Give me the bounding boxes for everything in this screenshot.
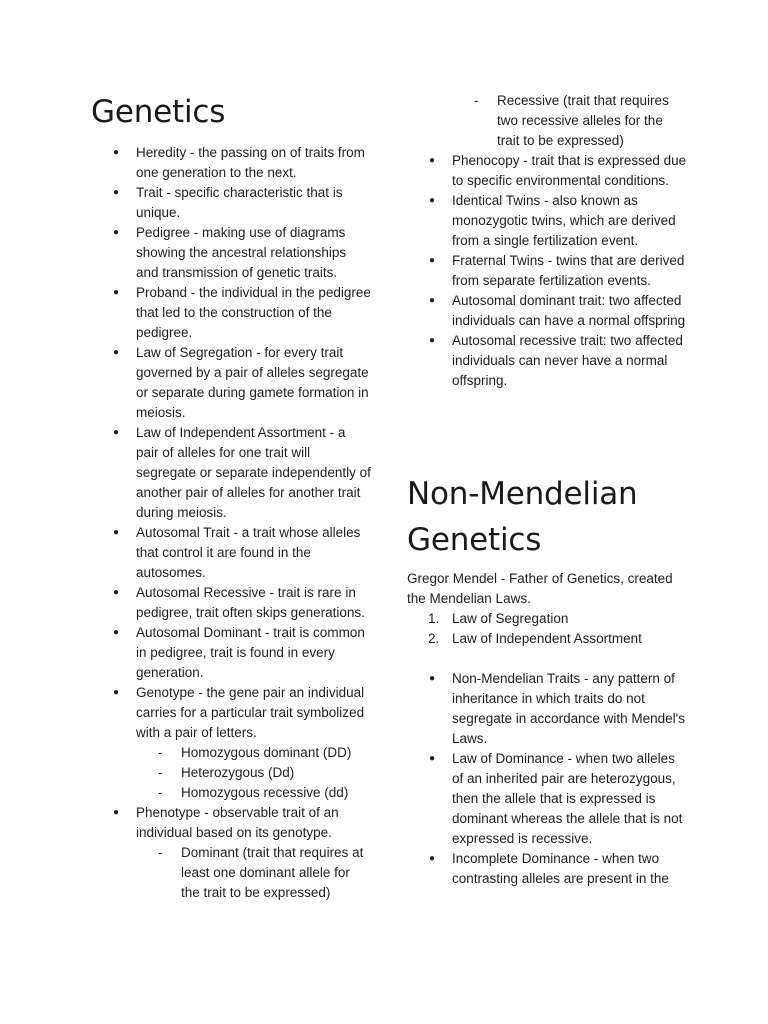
bullet-icon: ●	[113, 587, 120, 598]
list-item: ● Fraternal Twins - twins that are derived from separate fertilization events.	[429, 253, 685, 288]
bullet-icon: ●	[429, 255, 436, 266]
bullet-icon: ●	[429, 753, 436, 764]
bullet-icon: ●	[113, 187, 120, 198]
bullet-icon: ●	[113, 527, 120, 538]
genetics-definitions-list	[91, 143, 371, 903]
numbered-item: 2. Law of Independent Assortment	[428, 631, 642, 646]
section-title: Non-Mendelian Genetics	[407, 476, 638, 558]
list-item: ● Law of Independent Assortment - a pair of alleles for one trait will segregate or separate independently of another pair of alleles for another trait during meiosis.	[113, 425, 371, 520]
bullet-icon: ●	[429, 295, 436, 306]
bullet-icon: ●	[429, 853, 436, 864]
bullet-icon: ●	[429, 155, 436, 166]
genetics-definitions-list-continued	[407, 151, 687, 391]
list-item: ● Autosomal recessive trait: two affected individuals can never have a normal offspring.	[429, 333, 683, 388]
sub-list-item: - Recessive (trait that requires two recessive alleles for the trait to be expressed)	[474, 93, 669, 148]
bullet-icon: ●	[113, 687, 120, 698]
list-item: ● Phenotype - observable trait of an individual based on its genotype. - Dominant (trait that requires at least one dominant allele for the trait to be expressed)	[91, 803, 371, 903]
list-item: ● Incomplete Dominance - when two contrasting alleles are present in the	[429, 851, 669, 886]
list-item: ● Trait - specific characteristic that is unique.	[113, 185, 343, 220]
bullet-icon: ●	[429, 195, 436, 206]
phenotype-sublist-continued	[452, 91, 687, 151]
list-item: ● Law of Dominance - when two alleles of an inherited pair are heterozygous, then the allele that is expressed is dominant whereas the allele that is not expressed is recessive.	[429, 751, 683, 846]
dash-icon: -	[158, 845, 163, 860]
dash-icon: -	[158, 765, 163, 780]
bullet-icon: ●	[113, 147, 120, 158]
list-item: ● Identical Twins - also known as monozygotic twins, which are derived from a single fertilization event.	[429, 193, 676, 248]
numbered-item: 1. Law of Segregation	[428, 611, 569, 626]
list-item: ● Autosomal Trait - a trait whose alleles that control it are found in the autosomes.	[113, 525, 361, 580]
list-item: ● Law of Segregation - for every trait governed by a pair of alleles segregate or separate during gamete formation in meiosis.	[113, 345, 369, 420]
page-title: Genetics	[91, 94, 226, 130]
bullet-icon: ●	[429, 673, 436, 684]
list-item: ● Proband - the individual in the pedigree that led to the construction of the pedigree.	[113, 285, 371, 340]
sub-list-item: - Dominant (trait that requires at least one dominant allele for the trait to be expressed)	[158, 845, 364, 900]
sub-list-item: - Homozygous recessive (dd)	[136, 783, 371, 803]
bullet-icon: ●	[113, 427, 120, 438]
list-item: ● Phenocopy - trait that is expressed due to specific environmental conditions.	[429, 153, 687, 188]
genotype-sublist	[136, 743, 371, 803]
sub-list-item: - Homozygous dominant (DD)	[136, 743, 371, 763]
bullet-icon: ●	[113, 227, 120, 238]
list-item: ● Autosomal dominant trait: two affected individuals can have a normal offspring	[429, 293, 686, 328]
list-item: ● Pedigree - making use of diagrams showing the ancestral relationships and transmission of genetic traits.	[113, 225, 347, 280]
dash-icon: -	[158, 745, 163, 760]
list-item: ● Autosomal Dominant - trait is common in pedigree, trait is found in every generation.	[113, 625, 365, 680]
bullet-icon: ●	[113, 807, 120, 818]
sub-list-item: - Heterozygous (Dd)	[136, 763, 371, 783]
bullet-icon: ●	[113, 627, 120, 638]
list-item: ● Non-Mendelian Traits - any pattern of inheritance in which traits do not segregate in accordance with Mendel's Laws.	[429, 671, 685, 746]
list-item: ● Autosomal Recessive - trait is rare in pedigree, trait often skips generations.	[113, 585, 365, 620]
mendelian-laws-list	[407, 609, 687, 649]
bullet-icon: ●	[113, 287, 120, 298]
non-mendelian-list	[407, 669, 687, 889]
list-item: ● Heredity - the passing on of traits from one generation to the next.	[113, 145, 365, 180]
bullet-icon: ●	[429, 335, 436, 346]
dash-icon: -	[158, 785, 163, 800]
phenotype-sublist	[136, 843, 371, 903]
list-item: ● Genotype - the gene pair an individual carries for a particular trait symbolized with a pair of letters. - Homozygous dominant (DD) - Heterozygous (Dd) - Homozygous recessive (dd)	[91, 683, 371, 803]
dash-icon: -	[474, 93, 479, 108]
intro-paragraph: Gregor Mendel - Father of Genetics, created the Mendelian Laws.	[407, 571, 673, 606]
bullet-icon: ●	[113, 347, 120, 358]
